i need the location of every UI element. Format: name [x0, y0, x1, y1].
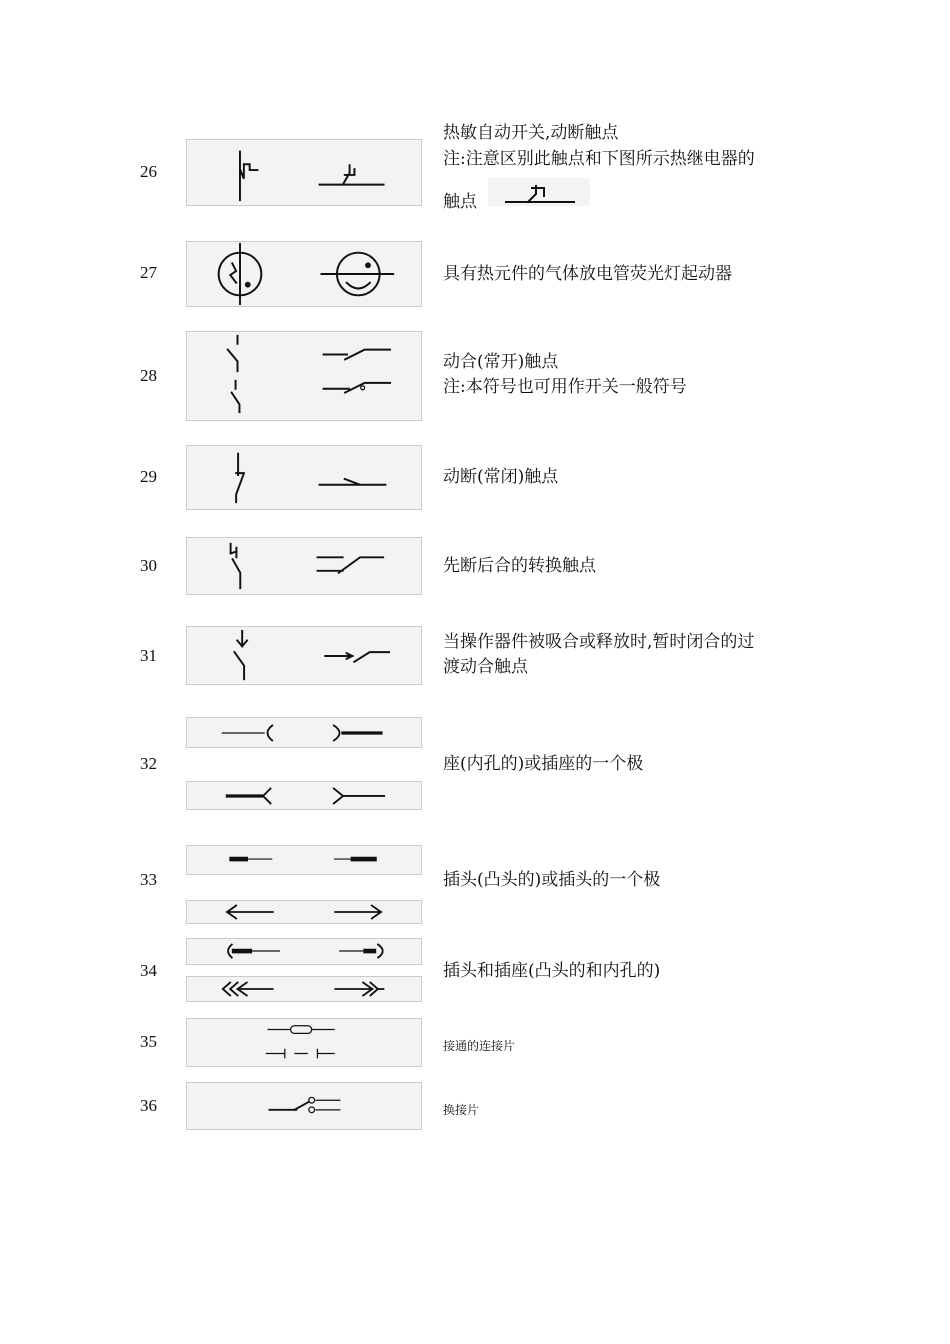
desc-28-line2: 注:本符号也可用作开关一般符号: [443, 377, 687, 397]
symbol-passing-make-contact: [186, 626, 422, 685]
desc-31-line1: 当操作器件被吸合或释放时,暂时闭合的过: [443, 632, 755, 652]
symbol-break-contact: [186, 445, 422, 510]
row-number-27: 27: [140, 263, 157, 282]
row-number-36: 36: [140, 1096, 157, 1115]
row-number-30: 30: [140, 556, 157, 575]
symbol-plug-pole-a: [186, 845, 422, 875]
symbol-changeover-link: [186, 1082, 422, 1130]
symbol-plug-pole-b: [186, 900, 422, 924]
symbol-socket-pole-b: [186, 781, 422, 810]
thermal-relay-contact-symbol: [488, 178, 590, 206]
desc-34: 插头和插座(凸头的和内孔的): [443, 961, 661, 981]
desc-28-line1: 动合(常开)触点: [443, 352, 559, 372]
symbol-socket-pole-a: [186, 717, 422, 748]
symbol-plug-and-socket-b: [186, 976, 422, 1002]
desc-32: 座(内孔的)或插座的一个极: [443, 754, 644, 774]
symbol-closed-link: [186, 1018, 422, 1067]
desc-36: 换接片: [443, 1103, 480, 1117]
row-number-32: 32: [140, 754, 157, 773]
symbol-make-contact: [186, 331, 422, 421]
row-number-34: 34: [140, 961, 157, 980]
symbol-changeover-contact: [186, 537, 422, 595]
desc-33: 插头(凸头的)或插头的一个极: [443, 870, 661, 890]
desc-30: 先断后合的转换触点: [443, 556, 596, 576]
row-number-29: 29: [140, 467, 157, 486]
desc-26-line1: 热敏自动开关,动断触点: [443, 123, 619, 143]
desc-26-line2: 注:注意区别此触点和下图所示热继电器的: [443, 149, 755, 169]
row-number-26: 26: [140, 162, 157, 181]
symbol-fluorescent-starter: [186, 241, 422, 307]
row-number-31: 31: [140, 646, 157, 665]
row-number-33: 33: [140, 870, 157, 889]
desc-26-line3: 触点: [443, 192, 477, 212]
desc-29: 动断(常闭)触点: [443, 467, 559, 487]
desc-31-line2: 渡动合触点: [443, 657, 528, 677]
row-number-28: 28: [140, 366, 157, 385]
symbol-thermal-switch: [186, 139, 422, 206]
desc-27: 具有热元件的气体放电管荧光灯起动器: [443, 264, 732, 284]
row-number-35: 35: [140, 1032, 157, 1051]
symbol-plug-and-socket-a: [186, 938, 422, 965]
desc-35: 接通的连接片: [443, 1039, 516, 1053]
